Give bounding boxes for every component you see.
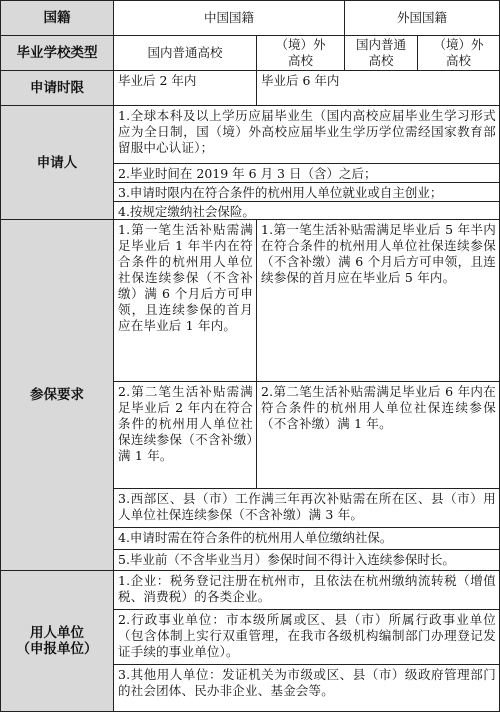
header-nationality: 国籍 bbox=[0, 0, 114, 36]
school-type-overseas-foreign: （境）外 高校 bbox=[417, 35, 500, 71]
school-type-overseas: （境）外 高校 bbox=[256, 35, 345, 71]
insurance-item-5: 5.毕业前（不含毕业当月）参保时间不得计入连续参保时长。 bbox=[113, 549, 500, 571]
insurance-second-domestic: 2.第二笔生活补贴需满足毕业后 2 年内在符合条件的杭州用人单位社保连续参保（不含补缴）满 1 年。 bbox=[113, 381, 257, 489]
header-apply-period: 申请时限 bbox=[0, 70, 114, 106]
applicant-item-4: 4.按规定缴纳社会保险。 bbox=[113, 201, 500, 220]
applicant-item-2: 2.毕业时间在 2019 年 6 月 3 日（含）之后； bbox=[113, 163, 500, 183]
header-applicant: 申请人 bbox=[0, 105, 114, 220]
insurance-second-foreign: 2.第二笔生活补贴需满足毕业后 6 年内在符合条件的杭州用人单位社保连续参保（不含补缴）满 1 年。 bbox=[256, 381, 500, 489]
nationality-foreign: 外国国籍 bbox=[344, 0, 500, 36]
applicant-item-3: 3.申请时限内在符合条件的杭州用人单位就业或自主创业； bbox=[113, 182, 500, 202]
employer-item-2: 2.行政事业单位：市本级所属或区、县（市）所属行政事业单位（包含体制上实行双重管理，在我市各级机构编制部门办理登记发证手续的事业单位）。 bbox=[113, 609, 500, 665]
header-insurance: 参保要求 bbox=[0, 219, 114, 571]
apply-period-foreign: 毕业后 6 年内 bbox=[256, 70, 500, 106]
insurance-first-domestic: 1.第一笔生活补贴需满足毕业后 1 年半内在符合条件的杭州用人单位社保连续参保（不含补缴）满 6 个月后方可申领，且连续参保的首月应在毕业后 1 年内。 bbox=[113, 219, 257, 382]
school-type-domestic-normal: 国内普通高校 bbox=[113, 35, 257, 71]
school-type-domestic-normal-foreign: 国内普通 高校 bbox=[344, 35, 418, 71]
insurance-item-4: 4.申请时需在符合条件的杭州用人单位缴纳社保。 bbox=[113, 527, 500, 550]
insurance-first-foreign: 1.第一笔生活补贴需满足毕业后 5 年半内在符合条件的杭州用人单位社保连续参保（不含补缴）满 6 个月后方可申领，且连续参保的首月应在毕业后 5 年内。 bbox=[256, 219, 500, 382]
applicant-item-1: 1.全球本科及以上学历应届毕业生（国内高校应届毕业生学习形式应为全日制，国（境）外高校应届毕业生学历学位需经国家教育部留服中心认证）； bbox=[113, 105, 500, 164]
employer-item-1: 1.企业：税务登记注册在杭州市，且依法在杭州缴纳流转税（增值税、消费税）的各类企业。 bbox=[113, 570, 500, 610]
header-school-type: 毕业学校类型 bbox=[0, 35, 114, 71]
insurance-item-3: 3.西部区、县（市）工作满三年再次补贴需在所在区、县（市）用人单位社保连续参保（不含补缴）满 3 年。 bbox=[113, 488, 500, 528]
nationality-domestic: 中国国籍 bbox=[113, 0, 345, 36]
apply-period-domestic: 毕业后 2 年内 bbox=[113, 70, 257, 106]
header-employer: 用人单位 （申报单位） bbox=[0, 570, 114, 712]
employer-item-3: 3.其他用人单位：发证机关为市级或区、县（市）级政府管理部门的社会团体、民办非企业、基金会等。 bbox=[113, 664, 500, 712]
